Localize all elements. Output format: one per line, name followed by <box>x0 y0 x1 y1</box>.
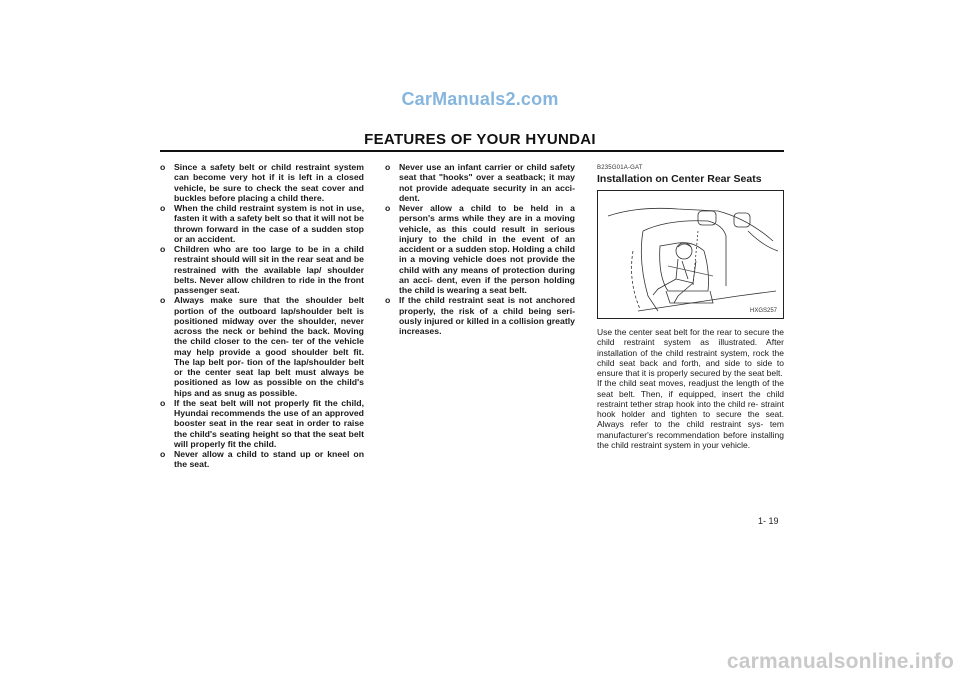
list-item <box>160 449 364 470</box>
page-header-title: FEATURES OF YOUR HYUNDAI <box>364 131 596 148</box>
list-item-text: Since a safety belt or child restraint system can become very hot if it is left in a closed vehicle, be sure to check the seat cover and buckles before placing a child there. <box>174 162 364 203</box>
list-item-text: Never allow a child to be held in a person's arms while they are in a moving vehicle, as this could result in serious injury to the child in the event of an accident or a sudden stop. Holding a child in a moving vehicle does not provide the child with any means of protection during an acci- dent, even if the person holding the child is wearing a seat belt. <box>399 203 575 295</box>
bullet-mark: o <box>385 295 391 306</box>
list-item <box>160 398 364 449</box>
bullet-mark: o <box>160 449 166 459</box>
bullet-mark: o <box>160 397 166 408</box>
body-text <box>597 327 784 450</box>
figure-code: HXGS257 <box>749 308 777 314</box>
list-item-text: Never allow a child to stand up or kneel on the seat. <box>174 449 364 470</box>
list-item-text: When the child restraint system is not in use, fasten it with a safety belt so that it will not be thrown forward in the case of a sudden stop or an accident. <box>174 203 364 244</box>
bullet-mark: o <box>160 162 166 172</box>
child-seat-illustration <box>597 190 784 319</box>
bullet-mark: o <box>385 203 391 213</box>
child-seat-drawing <box>598 191 783 318</box>
list-item-text: If the seat belt will not properly fit the child, Hyundai recommends the use of an approved booster seat in the rear seat in order to raise the child's seating height so that the seat belt will properly fit the child. <box>174 397 364 449</box>
carmanuals2-watermark: CarManuals2.com <box>401 89 559 109</box>
list-item-text: Children who are too large to be in a child restraint should will sit in the rear seat and be restrained with the available lap/ shoulder belts. Never allow children to ride in the front passenger seat. <box>174 244 364 295</box>
list-item <box>385 203 575 295</box>
list-item <box>160 295 364 398</box>
bullet-mark: o <box>385 162 391 172</box>
middle-column <box>385 162 575 336</box>
right-column <box>597 165 784 450</box>
paragraph: Use the center seat belt for the rear to secure the child restraint system as illustrated. After installation of the child restraint system, rock the child seat back and forth, and side to side to ensure that it is properly secured by the seat belt. <box>597 327 784 378</box>
page-number: 1- 19 <box>758 516 779 526</box>
left-column <box>160 162 364 470</box>
list-item-text: Never use an infant carrier or child safety seat that "hooks" over a seatback; it may not provide adequate security in an acci- dent. <box>399 162 575 203</box>
bullet-mark: o <box>160 295 166 306</box>
carmanualsonline-watermark: carmanualsonline.info <box>726 650 954 673</box>
section-title: Installation on Center Rear Seats <box>597 173 762 185</box>
list-item <box>385 162 575 203</box>
bullet-mark: o <box>160 244 166 254</box>
paragraph: If the child seat moves, readjust the length of the seat belt. Then, if equipped, insert the child restraint tether strap hook into the child re- straint hook holder and tighten to secure the seat. Always refer to the child restraint sys- tem manufacturer's recommendation before installing the child restraint system in your vehicle. <box>597 378 784 450</box>
section-code: B235G01A-GAT <box>597 165 643 171</box>
list-item <box>160 203 364 244</box>
list-item-text: Always make sure that the shoulder belt portion of the outboard lap/shoulder belt is positioned midway over the shoulder, never across the neck or behind the back. Moving the child closer to the cen- ter of the vehicle may help provide a good shoulder belt fit. The lap belt por- tion of the lap/shoulder belt or the center seat lap belt must always be positioned as low as possible on the child's hips and as snug as possible. <box>174 295 364 398</box>
list-item <box>385 295 575 336</box>
header-rule <box>160 150 784 152</box>
list-item <box>160 162 364 203</box>
list-item <box>160 244 364 295</box>
list-item-text: If the child restraint seat is not anchored properly, the risk of a child being seri- ously injured or killed in a collision greatly increases. <box>399 295 575 336</box>
bullet-mark: o <box>160 203 166 213</box>
